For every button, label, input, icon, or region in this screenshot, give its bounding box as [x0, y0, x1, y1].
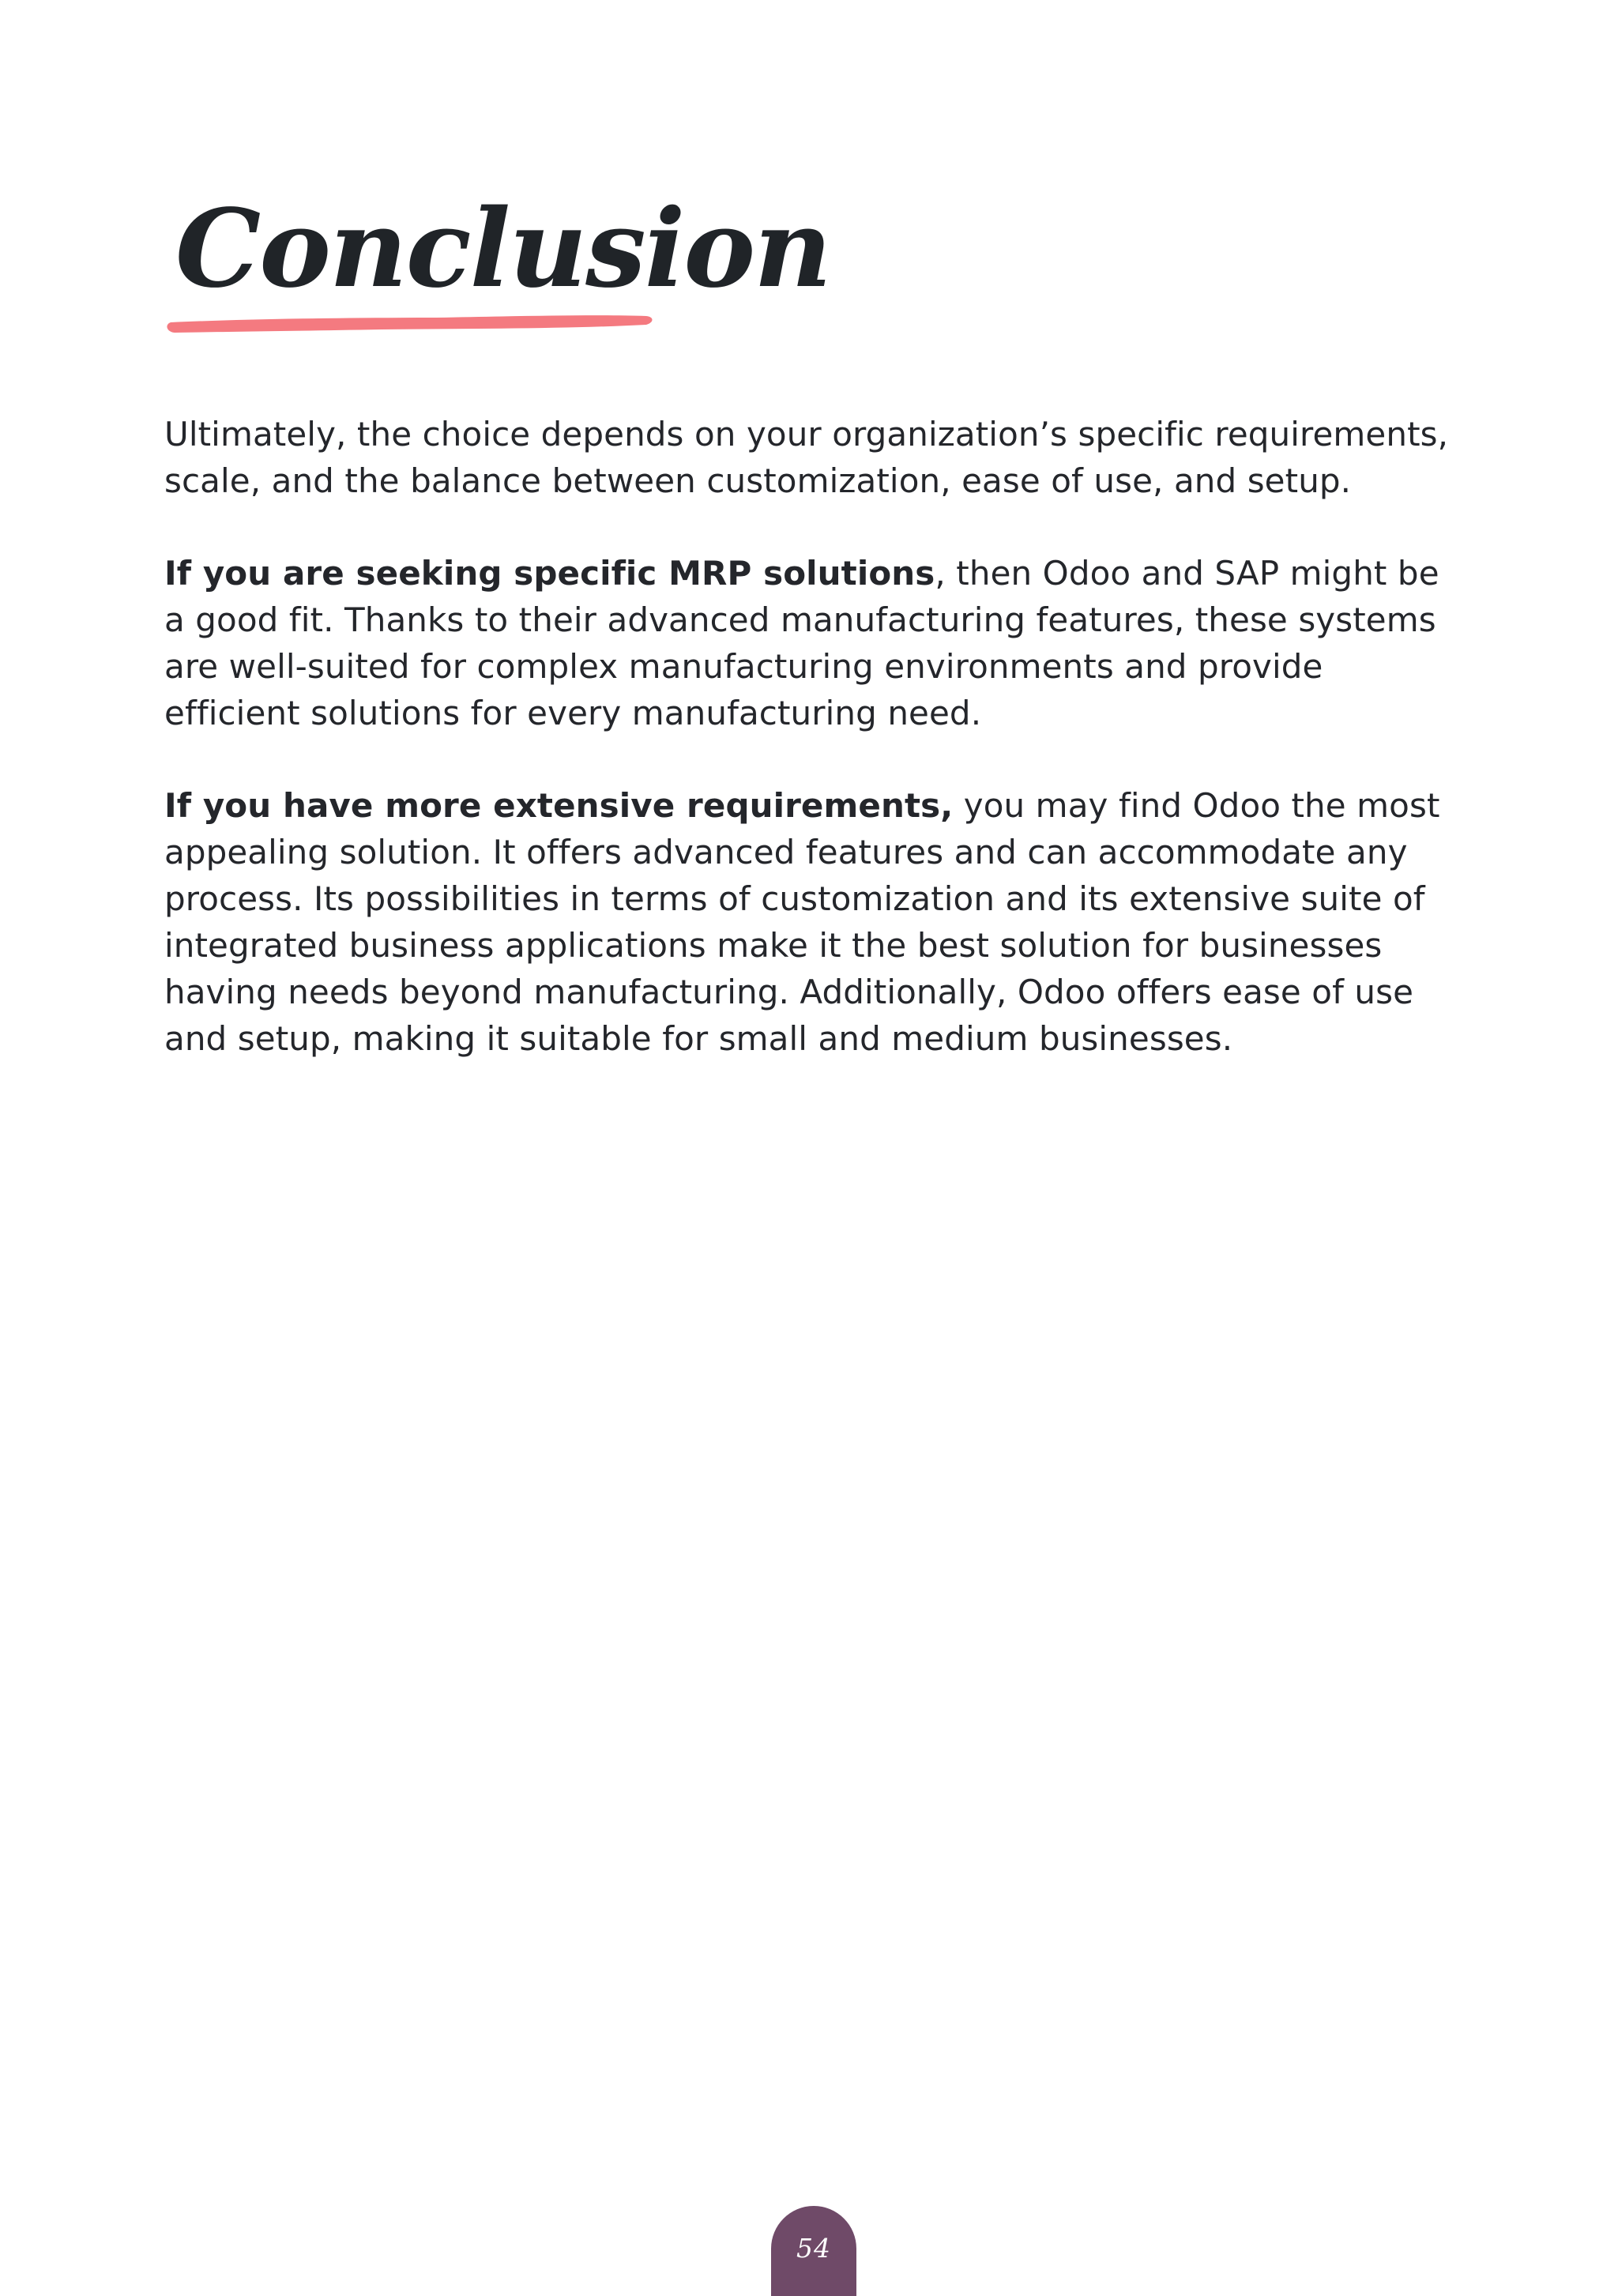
title-block — [164, 182, 831, 356]
intro-paragraph — [164, 411, 1460, 504]
mrp-solutions-paragraph — [164, 550, 1460, 736]
page-title: Conclusion — [175, 186, 831, 312]
extensive-requirements-paragraph — [164, 782, 1460, 1062]
conclusion-body — [164, 411, 1460, 1108]
extensive-requirements-text: you may find Odoo the most appealing solution. It offers advanced features and can accommodate any process. Its possibilities in terms of customization and its extensive suite of integrated business applications make it the best solution for businesses having needs beyond manufacturing. Additionally, Odoo offers ease of use and setup, making it suitable for small and medium businesses. — [164, 786, 1440, 1058]
mrp-solutions-lead: If you are seeking specific MRP solutions — [164, 554, 935, 593]
extensive-requirements-lead: If you have more extensive requirements, — [164, 786, 954, 825]
page-number-tab — [771, 2206, 856, 2296]
intro-text: Ultimately, the choice depends on your organization’s specific requirements, scale, and the balance between customization, ease of use, and setup. — [164, 415, 1449, 500]
mrp-solutions-text: , then Odoo and SAP might be a good fit. Thanks to their advanced manufacturing features, these systems are well-suited for complex manufacturing environments and provide efficient solutions for every manufacturing need. — [164, 554, 1439, 732]
title-underline — [164, 311, 658, 335]
page-number: 54 — [796, 2233, 831, 2264]
